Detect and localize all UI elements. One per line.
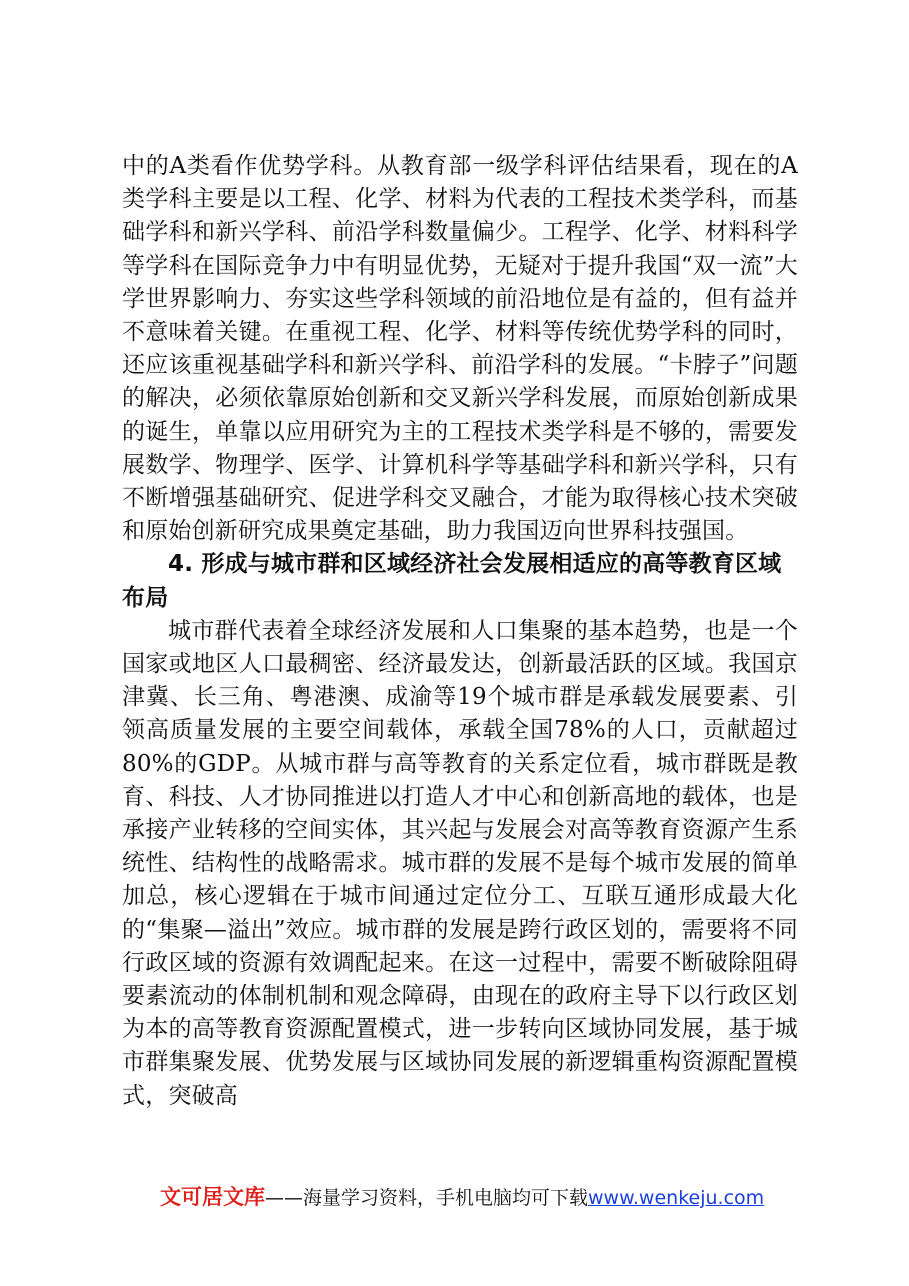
brand-name: 文可居文库 [160, 1185, 265, 1209]
paragraph-continued: 中的A类看作优势学科。从教育部一级学科评估结果看，现在的A类学科主要是以工程、化学、材料为代表的工程技术类学科，而基础学科和新兴学科、前沿学科数量偏少。工程学、化学、材料科学等学科在国际竞争力中有明显优势，无疑对于提升我国“双一流”大学世界影响力、夯实这些学科领域的前沿地位是有益的，但有益并不意味着关键。在重视工程、化学、材料等传统优势学科的同时，还应该重视基础学科和新兴学科、前沿学科的发展。“卡脖子”问题的解决，必须依靠原始创新和交叉新兴学科发展，而原始创新成果的诞生，单靠以应用研究为主的工程技术类学科是不够的，需要发展数学、物理学、医学、计算机科学等基础学科和新兴学科，只有不断增强基础研究、促进学科交叉融合，才能为取得核心技术突破和原始创新研究成果奠定基础，助力我国迈向世界科技强国。 [122, 153, 798, 545]
footer-banner [160, 1181, 800, 1211]
website-link[interactable]: www.wenkeju.com [588, 1187, 765, 1209]
document-body [122, 150, 798, 1113]
section-heading: 4. 形成与城市群和区域经济社会发展相适应的高等教育区域布局 [122, 551, 782, 611]
paragraph-city-clusters: 城市群代表着全球经济发展和人口集聚的基本趋势，也是一个国家或地区人口最稠密、经济最发达，创新最活跃的区域。我国京津冀、长三角、粤港澳、成渝等19个城市群是承载发展要素、引领高质量发展的主要空间载体，承载全国78%的人口，贡献超过80%的GDP。从城市群与高等教育的关系定位看，城市群既是教育、科技、人才协同推进以打造人才中心和创新高地的载体，也是承接产业转移的空间实体，其兴起与发展会对高等教育资源产生系统性、结构性的战略需求。城市群的发展不是每个城市发展的简单加总，核心逻辑在于城市间通过定位分工、互联互通形成最大化的“集聚—溢出”效应。城市群的发展是跨行政区划的，需要将不同行政区域的资源有效调配起来。在这一过程中，需要不断破除阻碍要素流动的体制机制和观念障碍，由现在的政府主导下以行政区划为本的高等教育资源配置模式，进一步转向区域协同发展，基于城市群集聚发展、优势发展与区域协同发展的新逻辑重构资源配置模式，突破高 [122, 617, 798, 1109]
footer-slogan: ——海量学习资料，手机电脑均可下载 [265, 1187, 589, 1209]
